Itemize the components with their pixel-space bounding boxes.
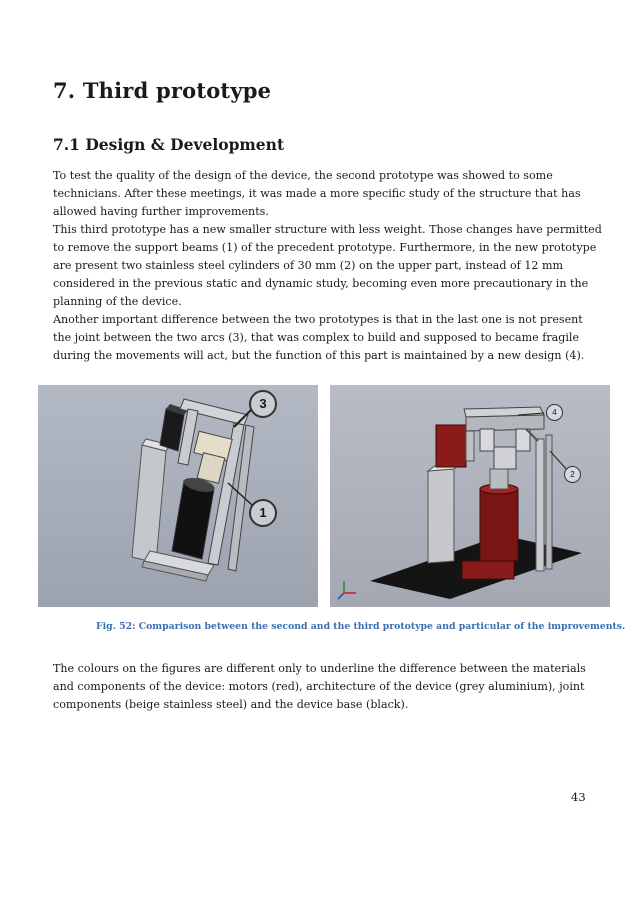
paragraph-line: The colours on the figures are different only to underline the difference between the materials [53,662,586,675]
paragraph-line: components (beige stainless steel) and the device base (black). [53,698,409,711]
callout-3: 3 [249,390,277,418]
second-prototype-figure [38,385,318,607]
body-paragraph [53,167,602,365]
paragraph-line: Another important difference between the two prototypes is that in the last one is not present [53,313,583,326]
paragraph-line: allowed having further improvements. [53,205,269,218]
callout-4: 4 [546,404,563,421]
paragraph-line: during the movements will act, but the function of this part is maintained by a new design (4). [53,349,585,362]
paragraph-line: planning of the device. [53,295,182,308]
paragraph-line: the joint between the two arcs (3), that was complex to build and supposed to became fragile [53,331,580,344]
third-prototype-figure [330,385,610,607]
paragraph-line: technicians. After these meetings, it was made a more specific study of the structure that has [53,187,581,200]
closing-paragraph [53,660,593,714]
paragraph-line: are present two stainless steel cylinders of 30 mm (2) on the upper part, instead of 12 mm [53,259,563,272]
section-heading: 7.1 Design & Development [53,135,285,154]
paragraph-line: and components of the device: motors (red), architecture of the device (grey aluminium), joint [53,680,585,693]
figure-caption: Fig. 52: Comparison between the second and the third prototype and particular of the improvements. [96,621,626,632]
callout-1: 1 [249,499,277,527]
paragraph-line: considered in the previous static and dynamic study, becoming even more precautionary in the [53,277,589,290]
paragraph-line: To test the quality of the design of the device, the second prototype was showed to some [53,169,553,182]
chapter-heading: 7. Third prototype [53,78,272,103]
paragraph-line: to remove the support beams (1) of the precedent prototype. Furthermore, in the new prototype [53,241,597,254]
paragraph-line: This third prototype has a new smaller structure with less weight. Those changes have permitted [53,223,602,236]
callout-2: 2 [564,466,581,483]
page-number: 43 [571,790,586,804]
